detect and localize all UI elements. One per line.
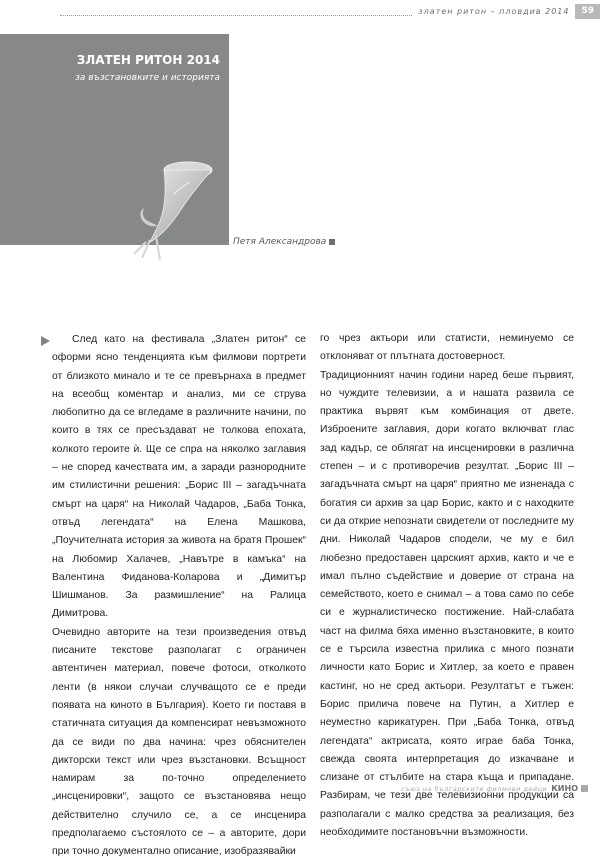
article-title: ЗЛАТЕН РИТОН 2014 xyxy=(76,53,220,67)
article-column-right xyxy=(320,330,574,842)
square-marker-icon xyxy=(329,239,335,245)
footer-publisher: съюз на българските филмови дейци xyxy=(401,784,548,793)
page-footer xyxy=(401,784,588,793)
article-column-left xyxy=(52,331,306,862)
running-head-title: златен ритон – пловдив 2014 xyxy=(418,6,570,16)
paragraph: След като на фестивала „Златен ритон“ се оформи ясно тенденцията към филмови портрети от близкото минало и те се превърнаха в предмет на всеобщ коментар и анализ, ми се струва любопитно да се вгледаме в различните начини, по които в тях се пресъздават не толкова епохата, колкото героите ѝ. Ще се спра на няколко заглавия – не според качествата им, а заради разнородните им стилистични решения: „Борис III – загадъчната смърт на царя“ на Николай Чадаров, „Баба Тонка, отвъд легендата“ на Елена Машкова, „Поучителната история за живота на братя Прошек“ на Любомир Халачев, „Навътре в камъка“ на Валентина Фиданова-Коларова и „Димитър Шишманов. За размишление“ на Ралица Димитрова. xyxy=(52,334,306,620)
author-name: Петя Александрова xyxy=(233,237,327,247)
golden-rhyton-icon xyxy=(120,154,220,274)
paragraph: Традиционният начин години наред беше първият, но чуждите телевизии, а и нашата развила се практика вървят към комбинация от двете. Изброените заглавия, дори когато включват глас зад кадър, се облягат на инсценировки в различна степен – и с противоречив резултат. „Борис III – загадъчната смърт на царя“ приятно ме изненада с богатия си архив за цар Борис, както и с находките си да открие непознати свидетели от последните му дни. Николай Чадаров сподели, че му е бил любезно предоставен царският архив, както и че е имал пълно съдействие и доверие от страна на семейството, което е снимал – а това само по себе си е журналистическо постижение. Най-слабата част на филма бяха именно възстановките, в които се е търсила известна прилика с много познати личности като Борис и Хитлер, за което е правен кастинг, но не сред актьори. Резултатът е тъжен: Борис прилича повече на Путин, а Хитлер е неуместно карикатурен. При „Баба Тонка, отвъд легендата“ актрисата, която играе баба Тонка, свежда своята интерпретация до изкачване и слизане от стълбите на стара къща и припадане. Разбирам, че тези две телевизионни продукции са разполагали с малко средства за реализация, без необходимите постановъчни възможности. xyxy=(320,369,574,839)
square-marker-icon xyxy=(581,785,588,792)
running-head xyxy=(60,3,600,19)
article-header-box xyxy=(0,34,229,245)
paragraph: го чрез актьори или статисти, неминуемо се отклоняват от плътната достоверност. xyxy=(320,333,574,363)
article-subtitle: за възстановките и историята xyxy=(75,73,220,83)
footer-brand: КИНО xyxy=(551,784,578,793)
page-number: 59 xyxy=(575,4,600,19)
dotted-leader xyxy=(60,7,412,16)
play-arrow-icon xyxy=(41,336,50,346)
author-byline xyxy=(233,237,335,247)
paragraph: Очевидно авторите на тези произведения отвъд писаните текстове разполагат с ограничен автентичен материал, повече фотоси, отколкото ленти (в някои случаи случващото се е преди появата на киното в България). Което ги поставя в статичната ситуация да компенсират невъзможното да се види по два начина: чрез обяснителен дикторски текст или чрез възстановки. Всъщност намирам за по-точно определението „инсценировки“, защото се възстановява нещо действително случило се, а се инсценира предполагаемо състоялото се – а авторите, дори при точно документално описание, изобразявайки xyxy=(52,626,306,858)
